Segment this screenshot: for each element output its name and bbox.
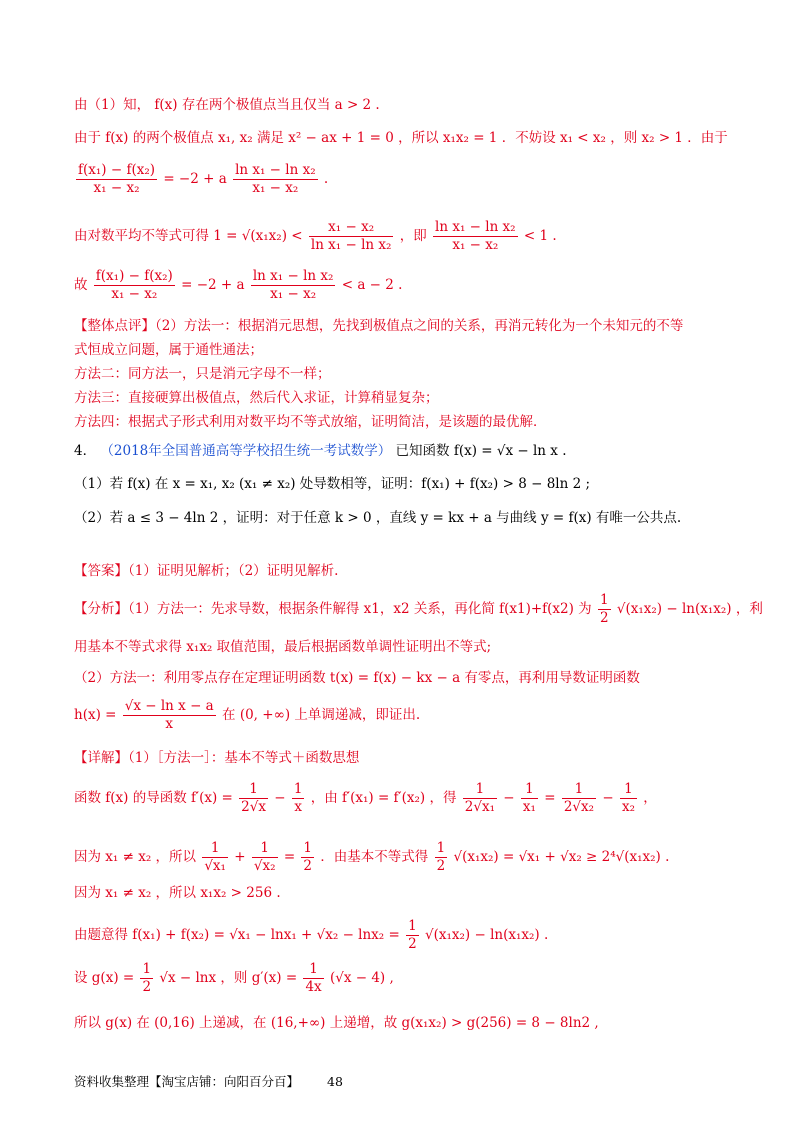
- numerator: 1: [252, 840, 278, 858]
- analysis-line-3: [74, 668, 760, 688]
- numerator: 1: [303, 840, 313, 856]
- fraction: [620, 781, 637, 816]
- numerator: 1: [408, 918, 417, 934]
- fraction: [433, 219, 518, 254]
- line-text: 由（1）知， f(x) 存在两个极值点当且仅当 a > 2 .: [74, 97, 380, 113]
- equation-line-3: [74, 162, 760, 197]
- numerator: 1: [239, 781, 268, 799]
- numerator: 1: [293, 781, 303, 797]
- problem-4-heading: [74, 441, 760, 461]
- math-text: √(x₁x₂) = √x₁ + √x₂ ≥ 2⁴√(x₁x₂) .: [453, 849, 670, 865]
- fraction: [94, 268, 175, 303]
- line-text: （1）若 f(x) 在 x = x₁, x₂ (x₁ ≠ x₂) 处导数相等，证明：f(x₁) + f(x₂) > 8 − 8ln 2 ;: [74, 476, 591, 492]
- solution-line-4: [74, 918, 760, 953]
- denominator: √x₂: [253, 858, 276, 874]
- text-line-1: [74, 95, 760, 115]
- line-text: 方法三：直接硬算出极值点，然后代入求证，计算稍显复杂；: [74, 390, 439, 406]
- math-text: 函数 f(x) 的导函数 f′(x) =: [74, 790, 233, 806]
- math-text: (√x − 4) ,: [329, 970, 394, 986]
- solution-line-6: [74, 1013, 760, 1033]
- denominator: 2√x₁: [464, 799, 495, 815]
- math-text: √(x₁x₂) − ln(x₁x₂) .: [425, 927, 549, 943]
- line-text: 由于 f(x) 的两个极值点 x₁, x₂ 满足 x² − ax + 1 = 0 ，所以 x₁x₂ = 1 ．不妨设 x₁ < x₂ ，则 x₂ > 1 ．由于: [74, 130, 728, 146]
- math-text: 由题意得 f(x₁) + f(x₂) = √x₁ − lnx₁ + √x₂ − lnx₂ =: [74, 927, 400, 943]
- denominator: x: [165, 716, 174, 732]
- problem-source: （2018年全国普通高等学校招生统一考试数学）: [100, 443, 392, 459]
- line-text: （2）若 a ≤ 3 − 4ln 2 ，证明：对于任意 k > 0 ，直线 y = kx + a 与曲线 y = f(x) 有唯一公共点.: [74, 510, 682, 526]
- fraction: [202, 840, 228, 875]
- problem-number: 4．: [74, 443, 97, 459]
- analysis-line-2: [74, 637, 760, 657]
- equation-line-5: [74, 268, 760, 303]
- denominator: x₂: [621, 799, 635, 815]
- denominator: x₁ − x₂: [111, 286, 158, 302]
- math-text: +: [234, 849, 246, 865]
- math-text: h(x) =: [74, 707, 117, 723]
- math-text: < 1 .: [523, 228, 557, 244]
- math-text: √x − lnx ，则 g′(x) =: [159, 970, 298, 986]
- denominator: x₁ − x₂: [452, 237, 499, 253]
- math-text: −: [602, 790, 614, 806]
- line-text: 方法二：同方法一，只是消元字母不一样；: [74, 366, 331, 382]
- solution-line-2: [74, 840, 760, 875]
- numerator: 1: [303, 961, 323, 979]
- math-text: ，即: [399, 228, 427, 244]
- text-line-10: [74, 412, 760, 432]
- fraction: [252, 840, 278, 875]
- fraction: [239, 781, 268, 816]
- denominator: 2√x: [241, 799, 266, 815]
- text-line-8: [74, 364, 760, 384]
- fraction: [303, 961, 323, 996]
- analysis-line-1: [74, 592, 763, 627]
- denominator: x: [294, 799, 302, 815]
- math-text: = −2 + a: [163, 171, 227, 187]
- math-text: 因为 x₁ ≠ x₂ ，所以: [74, 849, 197, 865]
- problem-part-1: [74, 474, 760, 494]
- fraction: [598, 592, 611, 627]
- solution-line-1: [74, 781, 760, 816]
- math-text: ，: [643, 790, 657, 806]
- numerator: 1: [436, 840, 446, 856]
- math-text: ，由 f′(x₁) = f′(x₂) ，得: [310, 790, 457, 806]
- period: .: [323, 171, 329, 187]
- equation-line-4: [74, 219, 760, 254]
- solution-line-3: [74, 883, 760, 903]
- text-line-6: [74, 316, 760, 336]
- line-text: 用基本不等式求得 x₁x₂ 取值范围，最后根据函数单调性证明出不等式;: [74, 639, 492, 655]
- fraction: [123, 698, 216, 733]
- fraction: [463, 781, 497, 816]
- denominator: x₁ − x₂: [270, 286, 317, 302]
- line-text: 【详解】（1）［方法一］：基本不等式＋函数思想: [74, 750, 360, 766]
- numerator: 1: [142, 961, 152, 977]
- denominator: 2: [408, 936, 417, 952]
- numerator: 1: [521, 781, 538, 799]
- math-text: √(x₁x₂) − ln(x₁x₂) ，利: [616, 601, 763, 617]
- denominator: x₁ − x₂: [93, 180, 140, 196]
- line-text: 方法四：根据式子形式利用对数平均不等式放缩，证明简洁，是该题的最优解．: [74, 414, 547, 430]
- numerator: f(x₁) − f(x₂): [78, 162, 156, 178]
- line-text: 所以 g(x) 在 (0,16) 上递减，在 (16,+∞) 上递增，故 g(x₁x₂) > g(256) = 8 − 8ln2 ,: [74, 1015, 599, 1031]
- problem-statement: 已知函数 f(x) = √x − ln x .: [395, 443, 567, 459]
- denominator: x₁ − x₂: [252, 180, 299, 196]
- math-text: 【分析】（1）方法一：先求导数，根据条件解得 x1，x2 关系，再化简 f(x1)+f(x2) 为: [74, 601, 592, 617]
- math-text: =: [283, 849, 296, 865]
- numerator: ln x₁ − ln x₂: [235, 162, 316, 178]
- line-text: 【整体点评】（2）方法一：根据消元思想，先找到极值点之间的关系，再消元转化为一个未知元的不等: [74, 318, 684, 334]
- numerator: 1: [202, 840, 228, 858]
- line-text: 因为 x₁ ≠ x₂ ，所以 x₁x₂ > 256 .: [74, 885, 281, 901]
- fraction: [406, 918, 419, 953]
- math-text: ．由基本不等式得: [320, 849, 429, 865]
- numerator: 1: [599, 592, 609, 608]
- denominator: 2: [303, 858, 313, 874]
- math-text: < a − 2 .: [341, 277, 403, 293]
- numerator: 1: [463, 781, 497, 799]
- math-text: −: [274, 790, 286, 806]
- page-number: 48: [327, 1074, 343, 1089]
- solution-line-5: [74, 961, 760, 996]
- fraction: [76, 162, 157, 197]
- text-line-9: [74, 388, 760, 408]
- denominator: 2√x₂: [563, 799, 595, 815]
- page-footer: [74, 1072, 343, 1090]
- fraction: [309, 219, 394, 254]
- fraction: [301, 840, 314, 875]
- fraction: [562, 781, 596, 816]
- denominator: 2: [142, 979, 152, 995]
- denominator: ln x₁ − ln x₂: [310, 237, 392, 253]
- numerator: ln x₁ − ln x₂: [435, 219, 516, 235]
- numerator: 1: [562, 781, 596, 799]
- line-text: （2）方法一：利用零点存在定理证明函数 t(x) = f(x) − kx − a 有零点，再利用导数证明函数: [74, 670, 640, 686]
- numerator: ln x₁ − ln x₂: [252, 268, 334, 284]
- math-text: 故: [74, 277, 88, 293]
- numerator: √x − ln x − a: [124, 698, 214, 714]
- math-text: 由对数平均不等式可得 1 = √(x₁x₂) <: [74, 228, 303, 244]
- denominator: 2: [599, 610, 609, 626]
- fraction: [435, 840, 448, 875]
- footer-text: 资料收集整理【淘宝店铺：向阳百分百】: [74, 1074, 300, 1089]
- denominator: √x₁: [204, 858, 226, 874]
- numerator: f(x₁) − f(x₂): [95, 268, 173, 284]
- fraction: [233, 162, 318, 197]
- answer-line: [74, 561, 760, 581]
- denominator: 2: [436, 858, 446, 874]
- math-text: =: [544, 790, 556, 806]
- line-text: 式恒成立问题，属于通性通法；: [74, 342, 263, 358]
- problem-part-2: [74, 508, 760, 528]
- numerator: 1: [620, 781, 637, 799]
- denominator: 4x: [305, 979, 322, 995]
- solution-heading: [74, 748, 760, 768]
- text-line-7: [74, 340, 760, 360]
- fraction: [521, 781, 538, 816]
- analysis-line-4: [74, 698, 760, 733]
- numerator: x₁ − x₂: [309, 219, 394, 237]
- text-line-2: [74, 128, 760, 148]
- fraction: [140, 961, 153, 996]
- math-text: 在 (0, +∞) 上单调递减，即证出.: [222, 707, 421, 723]
- math-text: −: [503, 790, 515, 806]
- fraction: [292, 781, 305, 816]
- denominator: x₁: [522, 799, 536, 815]
- line-text: 【答案】（1）证明见解析；（2）证明见解析.: [74, 563, 339, 579]
- fraction: [251, 268, 336, 303]
- math-text: 设 g(x) =: [74, 970, 135, 986]
- math-text: = −2 + a: [181, 277, 245, 293]
